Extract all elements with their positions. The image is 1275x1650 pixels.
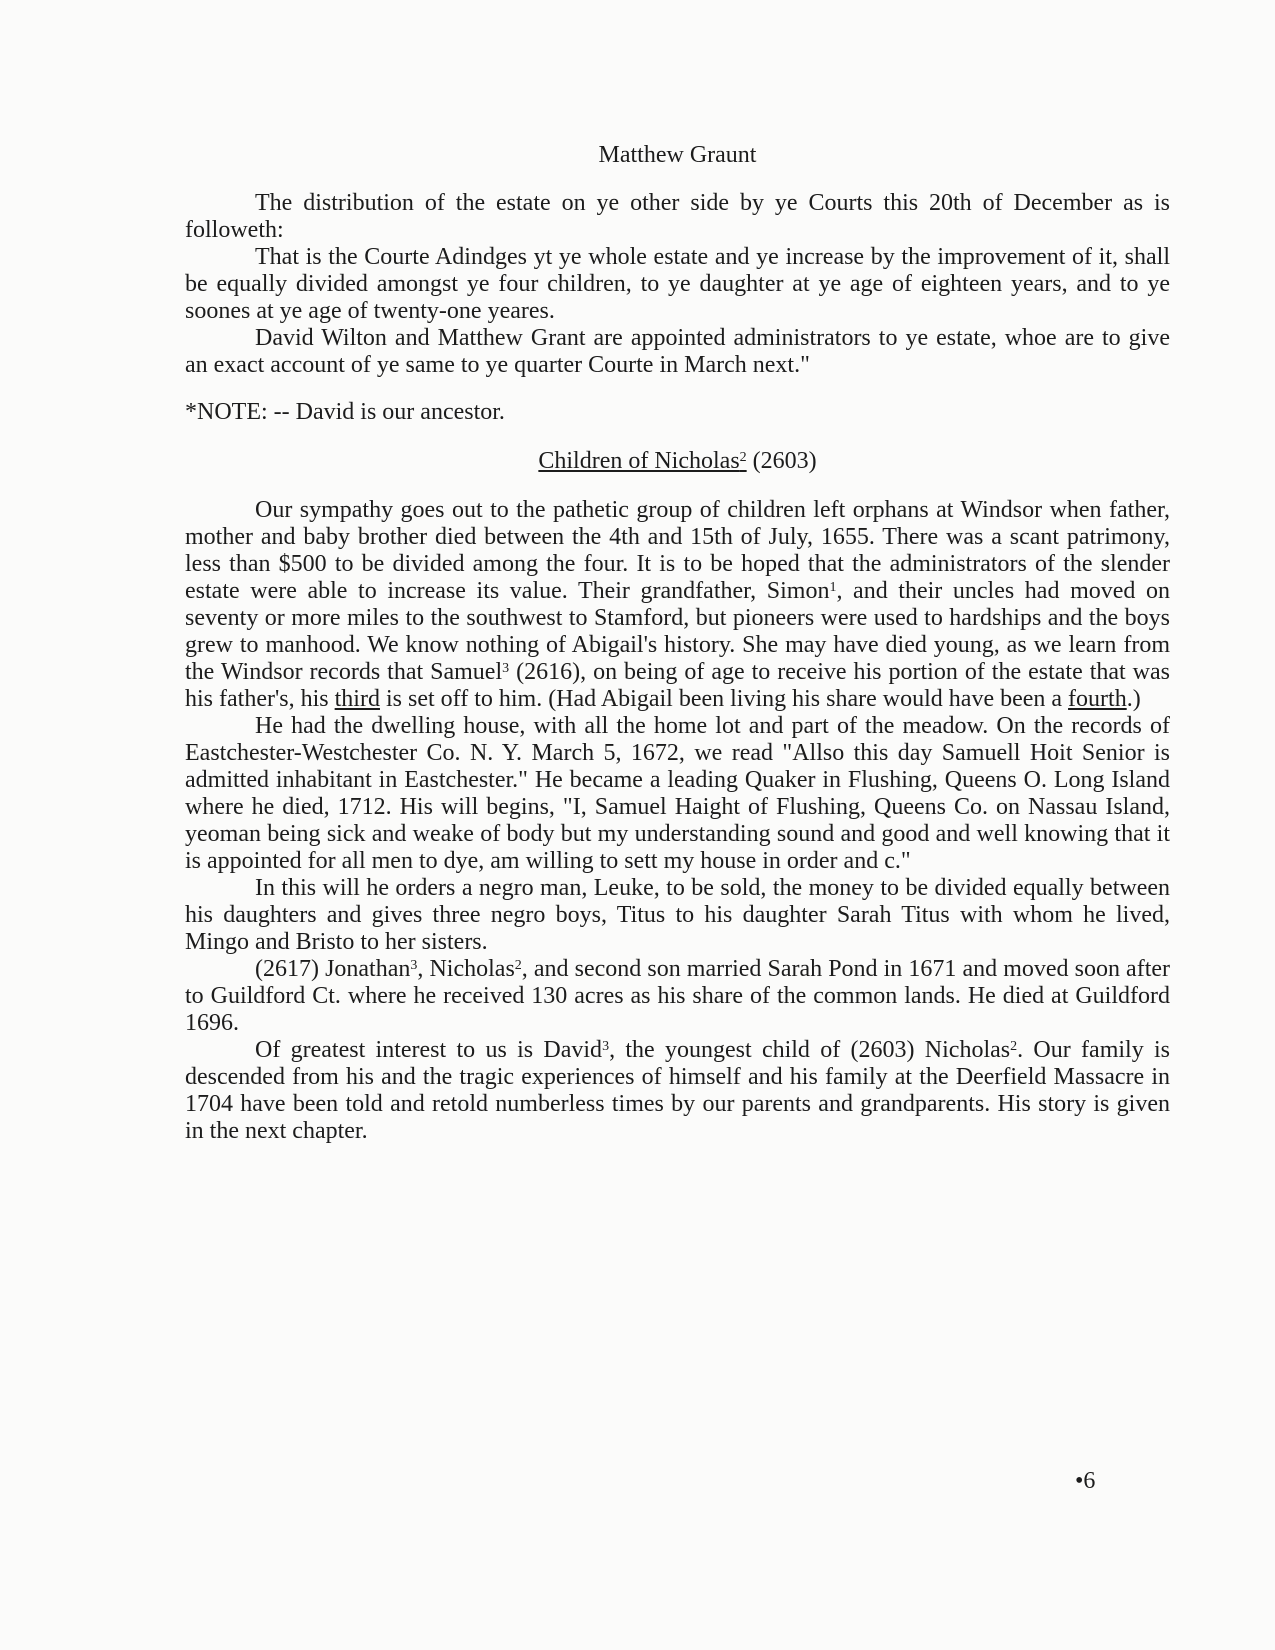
underlined-word: third [334, 686, 380, 712]
body-paragraph-orphans [185, 497, 1170, 713]
section-heading-suffix: (2603) [746, 448, 817, 474]
text-run: (2617) Jonathan [255, 956, 411, 982]
section-heading [185, 448, 1170, 475]
superscript: 3 [602, 1039, 610, 1054]
superscript: 3 [410, 958, 418, 973]
section-heading-text [538, 448, 746, 474]
document-page [185, 140, 1170, 1145]
page-title: Matthew Graunt [598, 142, 757, 168]
text-run: (2616), on being of age to receive his portion of the estate that was his father's, his [185, 659, 1171, 712]
text-run: . Our family is descended from his and the tragic experiences of himself and his family at the Deerfield Massacre in 1704 have been told and retold numberless times by our parents and grandparents. His story is given in the next chapter. [185, 1037, 1171, 1144]
body-paragraph-jonathan [185, 956, 1170, 1037]
text-run: Our sympathy goes out to the pathetic group of children left orphans at Windsor when father, mother and baby brother died between the 4th and 15th of July, 1655. There was a scant patrimony, less than $500 to be divided among the four. It is to be hoped that the administrators of the slender estate were able to increase its value. Their grandfather, Simon [185, 497, 1170, 604]
section-heading-superscript: 2 [739, 450, 747, 465]
text-run: Of greatest interest to us is David [255, 1037, 603, 1063]
text-run: is set off to him. (Had Abigail been living his share would have been a [379, 686, 1069, 712]
court-paragraph: That is the Courte Adindges yt ye whole estate and ye increase by the improvement of it, shall be equally divided amongst ye four children, to ye daughter at ye age of eighteen years, and to ye soones at ye age of twenty-one yeares. [185, 244, 1170, 324]
text-run: , Nicholas [417, 956, 515, 982]
body-paragraph-david [185, 1037, 1170, 1145]
section-heading-label: Children of Nicholas [538, 448, 740, 474]
court-paragraph: The distribution of the estate on ye other side by ye Courts this 20th of December as is followeth: [185, 190, 1170, 243]
superscript: 1 [829, 580, 837, 595]
text-run: , the youngest child of (2603) Nicholas [609, 1037, 1011, 1063]
text-run: .) [1126, 686, 1141, 712]
underlined-word: fourth [1068, 686, 1127, 712]
text-run: , and their uncles had moved on seventy or more miles to the southwest to Stamford, but pioneers were used to hardships and the boys grew to manhood. We know nothing of Abigail's history. She may have died young, as we learn from the Windsor records that Samuel [185, 578, 1170, 685]
page-number: •6 [1075, 1468, 1096, 1494]
body-paragraph-dwelling: He had the dwelling house, with all the home lot and part of the meadow. On the records of Eastchester-Westchester Co. N. Y. March 5, 1672, we read "Allso this day Samuell Hoit Senior is admitted inhabitant in Eastchester." He became a leading Quaker in Flushing, Queens O. Long Island where he died, 1712. His will begins, "I, Samuel Haight of Flushing, Queens Co. on Nassau Island, yeoman being sick and weake of body but my understanding sound and good and well knowing that it is appointed for all men to dye, am willing to sett my house in order and c." [185, 713, 1170, 874]
ancestor-note: *NOTE: -- David is our ancestor. [185, 399, 505, 425]
court-paragraph: David Wilton and Matthew Grant are appointed administrators to ye estate, whoe are to give an exact account of ye same to ye quarter Courte in March next." [185, 325, 1170, 378]
superscript: 2 [514, 958, 522, 973]
body-paragraph-will: In this will he orders a negro man, Leuke, to be sold, the money to be divided equally between his daughters and gives three negro boys, Titus to his daughter Sarah Titus with whom he lived, Mingo and Bristo to her sisters. [185, 875, 1170, 955]
superscript: 2 [1010, 1039, 1018, 1054]
superscript: 3 [502, 661, 510, 676]
text-run: , and second son married Sarah Pond in 1671 and moved soon after to Guildford Ct. where he received 130 acres as his share of the common lands. He died at Guildford 1696. [185, 956, 1171, 1036]
